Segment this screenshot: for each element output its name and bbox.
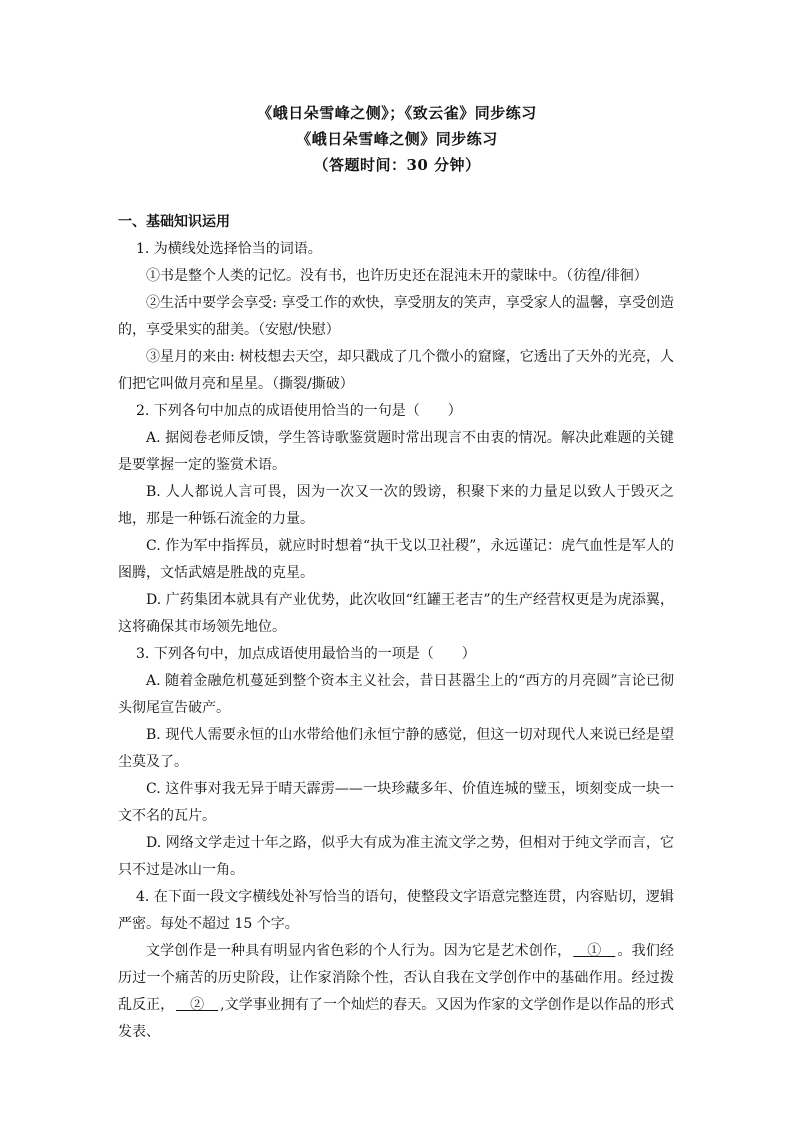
question-4-stem: 4. 在下面一段文字横线处补写恰当的语句，使整段文字语意完整连贯，内容贴切，逻辑严密。每处不超过 15 个字。: [118, 889, 674, 932]
time-note: （答题时间：30 分钟）: [313, 156, 481, 174]
question-3-option-d: D. 网络文学走过十年之路，似乎大有成为准主流文学之势，但相对于纯文学而言，它只不过是冰山一角。: [118, 835, 674, 878]
passage-text-1: 文学创作是一种具有明显内省色彩的个人行为。因为它是艺术创作，: [146, 943, 572, 959]
question-3-option-b: B. 现代人需要永恒的山水带给他们永恒宁静的感觉，但这一切对现代人来说已经是望尘莫及了。: [118, 727, 674, 770]
question-1-item-3: ③星月的来由: 树枝想去天空，却只戳成了几个微小的窟窿，它透出了天外的光亮，人们把它叫做月亮和星星。（撕裂/撕破）: [118, 349, 674, 392]
question-1-item-2: ②生活中要学会享受: 享受工作的欢快，享受朋友的笑声，享受家人的温馨，享受创造的，享受果实的甜美。（安慰/快慰）: [118, 295, 674, 338]
passage-text-2: 。我们经历过一个痛苦的历史阶段，让作家消除个性，否认自我在文学创作中的基础作用。经过拨乱反正，: [118, 943, 675, 1013]
question-3-option-a: A. 随着金融危机蔓延到整个资本主义社会，昔日甚嚣尘上的“西方的月亮圆”言论已彻头彻尾宣告破产。: [118, 673, 674, 716]
content-body: [118, 209, 674, 1046]
blank-2[interactable]: ＿②＿: [176, 997, 219, 1013]
main-title: 《峨日朵雪峰之侧》；《致云雀》同步练习: [257, 104, 537, 122]
question-1-stem: 1. 为横线处选择恰当的词语。: [136, 241, 322, 257]
question-2-option-d: D. 广药集团本就具有产业优势，此次收回“红罐王老吉”的生产经营权更是为虎添翼，这将确保其市场领先地位。: [118, 592, 674, 635]
question-2-option-a: A. 据阅卷老师反馈，学生答诗歌鉴赏题时常出现言不由衷的情况。解决此难题的关键是要掌握一定的鉴赏术语。: [118, 430, 674, 473]
passage-text-3: ,文学事业拥有了一个灿烂的春天。又因为作家的文学创作是以作品的形式发表、: [118, 997, 674, 1040]
question-2-stem: 2. 下列各句中加点的成语使用恰当的一句是（ ）: [136, 403, 462, 419]
blank-1[interactable]: ＿①＿: [573, 943, 616, 959]
sub-title: 《峨日朵雪峰之侧》同步练习: [296, 130, 498, 148]
question-1-item-1: ①书是整个人类的记忆。没有书，也许历史还在混沌未开的蒙昧中。（彷徨/徘徊）: [146, 268, 648, 284]
question-2-option-b: B. 人人都说人言可畏，因为一次又一次的毁谤，积聚下来的力量足以致人于毁灭之地，那是一种铄石流金的力量。: [118, 484, 674, 527]
question-4-passage: [118, 938, 674, 1046]
question-3-option-c: C. 这件事对我无异于晴天霹雳——一块珍藏多年、价值连城的璧玉，顷刻变成一块一文不名的瓦片。: [118, 781, 674, 824]
title-block: [0, 100, 794, 178]
question-2-option-c: C. 作为军中指挥员，就应时时想着“执干戈以卫社稷”，永远谨记：虎气血性是军人的图腾，文恬武嬉是胜战的克星。: [118, 538, 674, 581]
question-3-stem: 3. 下列各句中，加点成语使用最恰当的一项是（ ）: [136, 646, 476, 662]
section-heading: 一、基础知识运用: [118, 214, 230, 230]
